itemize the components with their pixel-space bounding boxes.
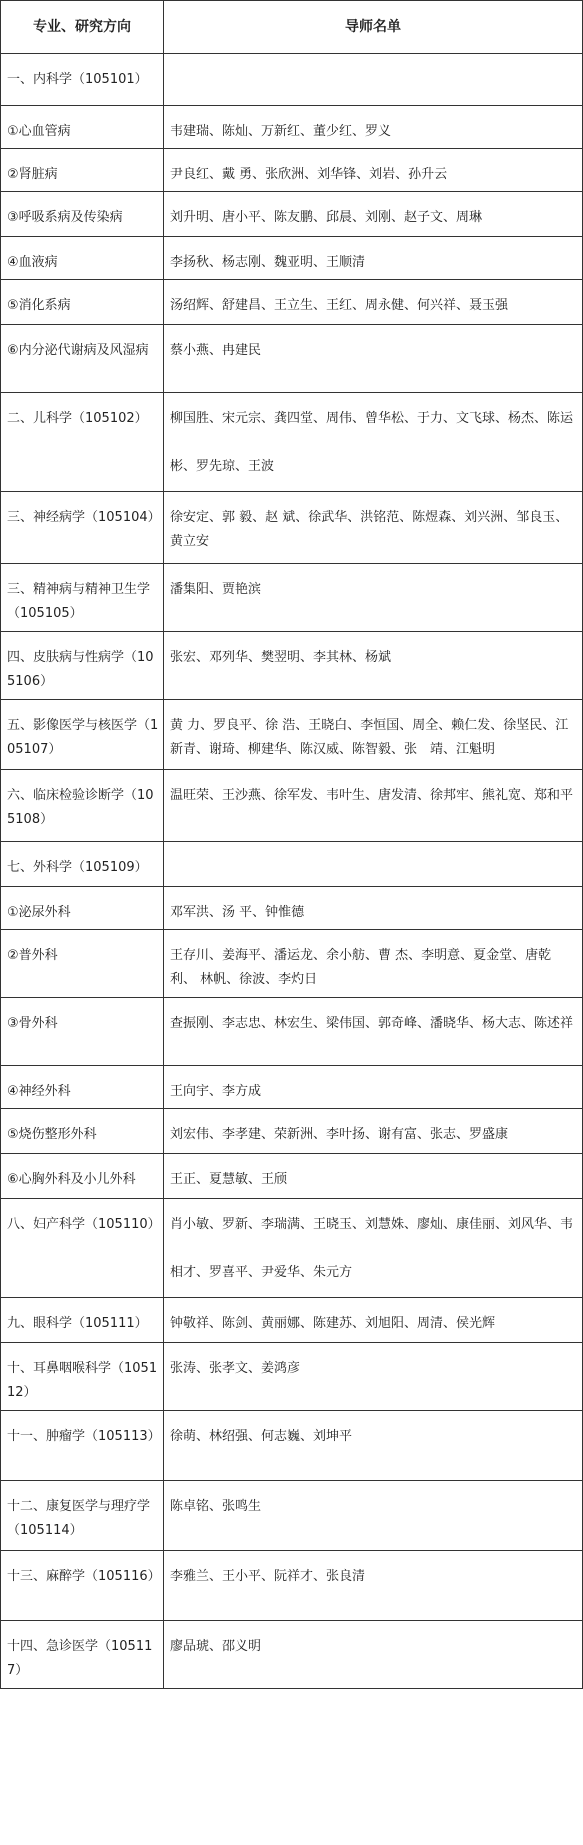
tutors-cell: 查振刚、李志忠、林宏生、梁伟国、郭奇峰、潘晓华、杨大志、陈述祥 [164,998,583,1066]
table-row [1,106,583,149]
major-cell: 十、耳鼻咽喉科学（105112） [1,1343,164,1411]
major-cell: ②普外科 [1,930,164,998]
table-row [1,1343,583,1411]
table-row [1,237,583,280]
tutors-cell: 黄 力、罗良平、徐 浩、王晓白、李恒国、周全、赖仁发、徐坚民、江新青、谢琦、柳建华、陈汉威、陈智毅、张 靖、江魁明 [164,700,583,770]
tutors-cell: 王向宇、李方成 [164,1066,583,1109]
tutors-cell: 廖品琥、邵义明 [164,1621,583,1689]
major-cell: 八、妇产科学（105110） [1,1199,164,1298]
tutors-cell: 柳国胜、宋元宗、龚四堂、周伟、曾华松、于力、文飞球、杨杰、陈运彬、罗先琼、王波 [164,393,583,492]
major-cell: 四、皮肤病与性病学（105106） [1,632,164,700]
major-cell: 三、精神病与精神卫生学（105105） [1,564,164,632]
tutors-cell: 钟敬祥、陈剑、黄丽娜、陈建苏、刘旭阳、周清、侯光辉 [164,1298,583,1343]
table-row [1,393,583,492]
tutors-cell: 李雅兰、王小平、阮祥才、张良清 [164,1551,583,1621]
tutors-cell: 陈卓铭、张鸣生 [164,1481,583,1551]
tutors-cell: 李扬秋、杨志刚、魏亚明、王顺清 [164,237,583,280]
major-cell: ⑤消化系病 [1,280,164,325]
table-row [1,492,583,564]
table-row [1,1154,583,1199]
major-cell: ①泌尿外科 [1,887,164,930]
major-cell: 三、神经病学（105104） [1,492,164,564]
major-cell: ⑥内分泌代谢病及风湿病 [1,325,164,393]
tutors-cell: 蔡小燕、冉建民 [164,325,583,393]
table-row [1,1481,583,1551]
table-row [1,887,583,930]
tutors-cell: 汤绍辉、舒建昌、王立生、王红、周永健、何兴祥、聂玉强 [164,280,583,325]
tutors-cell [164,54,583,106]
table-row [1,149,583,192]
table-row [1,1298,583,1343]
header-major: 专业、研究方向 [1,1,164,54]
major-cell: 十一、肿瘤学（105113） [1,1411,164,1481]
major-cell: ①心血管病 [1,106,164,149]
header-row [1,1,583,54]
table-row [1,1109,583,1154]
table-row [1,1066,583,1109]
tutors-cell: 尹良红、戴 勇、张欣洲、刘华锋、刘岩、孙升云 [164,149,583,192]
tutors-cell: 徐萌、林绍强、何志巍、刘坤平 [164,1411,583,1481]
tutors-cell: 张宏、邓列华、樊翌明、李其林、杨斌 [164,632,583,700]
header-tutors: 导师名单 [164,1,583,54]
tutors-cell [164,842,583,887]
table-row [1,930,583,998]
table-row [1,1199,583,1298]
table-row [1,770,583,842]
major-cell: ⑥心胸外科及小儿外科 [1,1154,164,1199]
tutors-cell: 王正、夏慧敏、王颀 [164,1154,583,1199]
major-cell: ⑤烧伤整形外科 [1,1109,164,1154]
major-cell: ④神经外科 [1,1066,164,1109]
major-cell: 十四、急诊医学（105117） [1,1621,164,1689]
major-cell: 七、外科学（105109） [1,842,164,887]
table-row [1,1411,583,1481]
tutors-cell: 徐安定、郭 毅、赵 斌、徐武华、洪铭范、陈煜森、刘兴洲、邹良玉、黄立安 [164,492,583,564]
tutors-cell: 潘集阳、贾艳滨 [164,564,583,632]
major-cell: ②肾脏病 [1,149,164,192]
table-row [1,54,583,106]
major-cell: 九、眼科学（105111） [1,1298,164,1343]
table-row [1,998,583,1066]
major-cell: 五、影像医学与核医学（105107） [1,700,164,770]
tutors-cell: 王存川、姜海平、潘运龙、余小舫、曹 杰、李明意、夏金堂、唐乾利、 林帆、徐波、李灼日 [164,930,583,998]
table-row [1,1551,583,1621]
tutors-cell: 韦建瑞、陈灿、万新红、董少红、罗义 [164,106,583,149]
tutors-cell: 张涛、张孝文、姜鸿彦 [164,1343,583,1411]
tutors-cell: 邓军洪、汤 平、钟惟德 [164,887,583,930]
table-row [1,842,583,887]
tutors-cell: 刘宏伟、李孝建、荣新洲、李叶扬、谢有富、张志、罗盛康 [164,1109,583,1154]
table-row [1,280,583,325]
major-cell: 六、临床检验诊断学（105108） [1,770,164,842]
table-row [1,700,583,770]
table-row [1,325,583,393]
tutors-cell: 肖小敏、罗新、李瑞满、王晓玉、刘慧姝、廖灿、康佳丽、刘风华、韦相才、罗喜平、尹爱华、朱元方 [164,1199,583,1298]
table-row [1,1621,583,1689]
major-cell: ④血液病 [1,237,164,280]
major-cell: 十三、麻醉学（105116） [1,1551,164,1621]
major-cell: 一、内科学（105101） [1,54,164,106]
table-row [1,632,583,700]
major-cell: 十二、康复医学与理疗学（105114） [1,1481,164,1551]
major-cell: 二、儿科学（105102） [1,393,164,492]
tutors-cell: 温旺荣、王沙燕、徐军发、韦叶生、唐发清、徐邦牢、熊礼宽、郑和平 [164,770,583,842]
major-cell: ③骨外科 [1,998,164,1066]
tutors-cell: 刘升明、唐小平、陈友鹏、邱晨、刘刚、赵子文、周琳 [164,192,583,237]
table-row [1,192,583,237]
table-row [1,564,583,632]
major-cell: ③呼吸系病及传染病 [1,192,164,237]
